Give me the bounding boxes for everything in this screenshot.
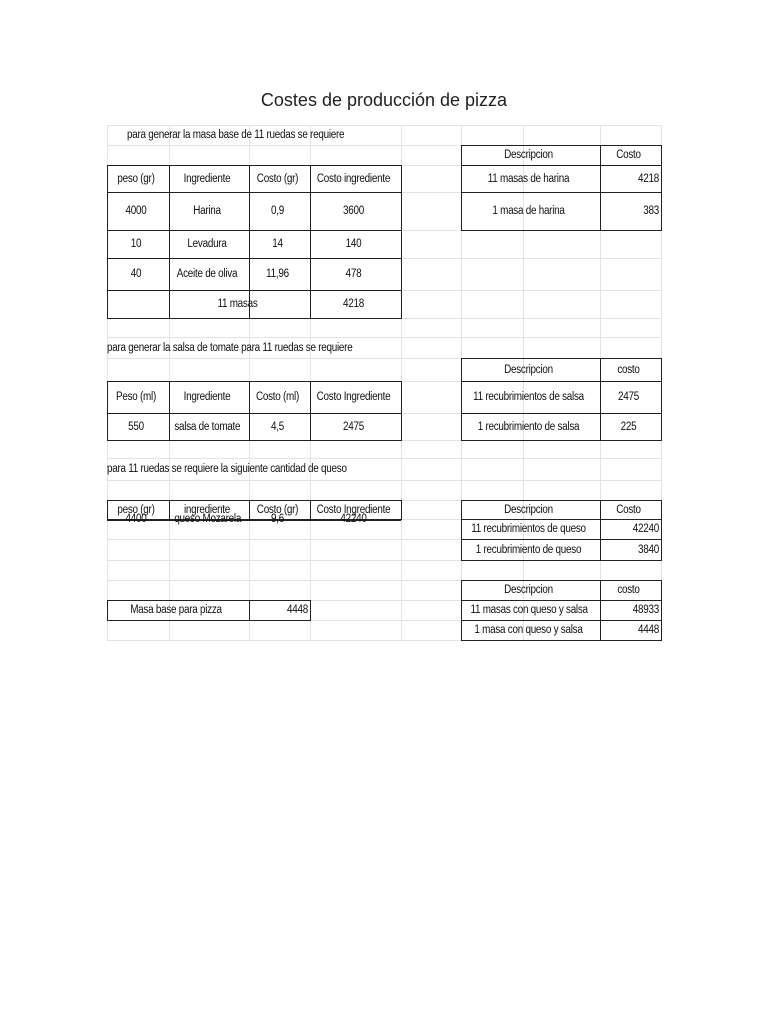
table-cell: 9,6 bbox=[271, 513, 284, 525]
total-label: Masa base para pizza bbox=[130, 604, 222, 616]
table-border bbox=[661, 580, 662, 640]
table-border bbox=[310, 381, 311, 440]
table-border bbox=[249, 381, 250, 440]
column-header: Descripcion bbox=[504, 503, 553, 516]
table-cell: 0,9 bbox=[271, 205, 284, 217]
table-border bbox=[661, 500, 662, 560]
table-border bbox=[249, 165, 250, 318]
table-border bbox=[461, 600, 662, 601]
total-label: 11 masas bbox=[217, 298, 258, 310]
table-border bbox=[107, 381, 402, 382]
table-cell: 4,5 bbox=[271, 420, 284, 433]
table-cell: 3600 bbox=[343, 205, 364, 217]
column-header: Descripcion bbox=[504, 584, 553, 596]
table-border bbox=[461, 539, 662, 540]
column-header: Costo (gr) bbox=[256, 503, 299, 516]
column-header: costo bbox=[617, 363, 640, 376]
summary-cost: 3840 bbox=[638, 543, 659, 556]
summary-description: 11 masas de harina bbox=[487, 172, 570, 185]
table-border bbox=[461, 620, 662, 621]
column-header: Costo Ingrediente bbox=[316, 391, 391, 403]
table-cell: 10 bbox=[130, 238, 142, 250]
table-border bbox=[600, 580, 601, 640]
table-cell: 140 bbox=[345, 238, 362, 250]
summary-cost: 225 bbox=[620, 420, 637, 433]
table-border bbox=[107, 413, 402, 414]
table-border bbox=[661, 358, 662, 440]
summary-description: 1 masa de harina bbox=[492, 205, 565, 217]
table-cell: 4000 bbox=[125, 205, 147, 217]
summary-cost: 42240 bbox=[632, 523, 659, 535]
grid-line bbox=[523, 125, 524, 640]
table-border bbox=[310, 500, 311, 519]
table-cell: Harina bbox=[193, 205, 221, 217]
table-cell: 2475 bbox=[343, 420, 364, 433]
column-header: Descripcion bbox=[504, 149, 553, 161]
table-border bbox=[169, 381, 170, 440]
table-border bbox=[461, 500, 462, 560]
table-border bbox=[107, 258, 402, 259]
table-border bbox=[107, 600, 108, 620]
table-border bbox=[461, 381, 662, 382]
summary-description: 11 masas con queso y salsa bbox=[470, 604, 588, 616]
section-heading: para generar la salsa de tomate para 11 ruedas se requiere bbox=[107, 341, 353, 354]
section-heading: para 11 ruedas se requiere la siguiente cantidad de queso bbox=[107, 463, 347, 475]
summary-description: 11 recubrimientos de salsa bbox=[473, 391, 584, 403]
summary-cost: 383 bbox=[643, 205, 659, 217]
table-cell: Levadura bbox=[187, 238, 227, 250]
table-border bbox=[401, 165, 402, 318]
summary-cost: 48933 bbox=[632, 604, 659, 616]
summary-description: 1 recubrimiento de salsa bbox=[477, 420, 580, 433]
summary-cost: 2475 bbox=[618, 391, 639, 403]
table-border bbox=[107, 165, 402, 166]
column-header: peso (gr) bbox=[117, 172, 155, 185]
column-header: Costo bbox=[616, 503, 641, 516]
column-header: Costo bbox=[616, 149, 641, 161]
table-border bbox=[107, 600, 311, 601]
table-border bbox=[461, 192, 662, 193]
table-border bbox=[401, 381, 402, 440]
table-border bbox=[169, 165, 170, 318]
table-border bbox=[310, 600, 311, 620]
table-border bbox=[249, 500, 250, 519]
column-header: Descripcion bbox=[504, 363, 553, 376]
table-border bbox=[461, 230, 662, 231]
table-border bbox=[461, 165, 662, 166]
table-border bbox=[461, 500, 662, 501]
section-heading: para generar la masa base de 11 ruedas se requiere bbox=[127, 129, 345, 141]
summary-description: 11 recubrimientos de queso bbox=[471, 523, 586, 535]
table-cell: Aceite de oliva bbox=[176, 268, 238, 280]
table-cell: 40 bbox=[130, 268, 142, 280]
table-border bbox=[107, 192, 402, 193]
table-border bbox=[107, 381, 108, 440]
table-cell: 550 bbox=[128, 420, 144, 433]
summary-cost: 4218 bbox=[638, 172, 659, 185]
table-cell: 478 bbox=[345, 268, 362, 280]
column-header: Peso (ml) bbox=[115, 391, 156, 403]
table-cell: queso Mozarela bbox=[174, 513, 242, 525]
table-border bbox=[600, 358, 601, 440]
grid-line bbox=[107, 337, 661, 338]
table-cell: 11,96 bbox=[266, 268, 289, 280]
table-border bbox=[310, 165, 311, 318]
table-border bbox=[461, 145, 662, 146]
table-cell: salsa de tomate bbox=[174, 420, 241, 433]
table-border bbox=[461, 358, 662, 359]
summary-description: 1 masa con queso y salsa bbox=[474, 624, 583, 636]
table-border bbox=[461, 440, 662, 441]
table-border bbox=[107, 500, 108, 519]
column-header: Ingrediente bbox=[183, 172, 231, 185]
column-header: Costo ingrediente bbox=[316, 172, 391, 185]
table-border bbox=[107, 318, 402, 319]
table-cell: 14 bbox=[272, 238, 283, 250]
table-border bbox=[461, 580, 462, 640]
table-border bbox=[461, 145, 462, 230]
table-border bbox=[107, 440, 402, 441]
column-header: Costo (gr) bbox=[256, 172, 299, 185]
table-border bbox=[107, 290, 402, 291]
page-title: Costes de producción de pizza bbox=[260, 90, 508, 110]
total-value: 4448 bbox=[287, 604, 308, 616]
table-cell: 4400 bbox=[125, 513, 147, 525]
table-border bbox=[169, 500, 170, 519]
table-border bbox=[107, 165, 108, 318]
table-border bbox=[107, 620, 311, 621]
summary-description: 1 recubrimiento de queso bbox=[475, 543, 582, 556]
table-border bbox=[461, 519, 662, 520]
table-border bbox=[461, 560, 662, 561]
total-value: 4218 bbox=[343, 298, 364, 310]
column-header: costo bbox=[617, 584, 640, 596]
summary-cost: 4448 bbox=[638, 624, 659, 636]
table-border bbox=[461, 358, 462, 440]
grid-line bbox=[107, 458, 661, 459]
table-border bbox=[249, 600, 250, 620]
table-border bbox=[600, 145, 601, 230]
column-header: Costo (ml) bbox=[255, 391, 300, 403]
column-header: Ingrediente bbox=[183, 391, 231, 403]
table-border bbox=[661, 145, 662, 230]
column-header: ingrediente bbox=[183, 503, 231, 516]
table-border bbox=[461, 580, 662, 581]
table-border bbox=[107, 230, 402, 231]
column-header: peso (gr) bbox=[117, 503, 155, 516]
column-header: Costo Ingrediente bbox=[316, 503, 391, 516]
grid-line bbox=[107, 480, 661, 481]
grid-line bbox=[107, 125, 661, 126]
table-border bbox=[401, 500, 402, 519]
table-border bbox=[461, 640, 662, 641]
table-border bbox=[107, 500, 402, 501]
table-cell: 42240 bbox=[340, 513, 367, 525]
table-border bbox=[461, 413, 662, 414]
table-border bbox=[600, 500, 601, 560]
